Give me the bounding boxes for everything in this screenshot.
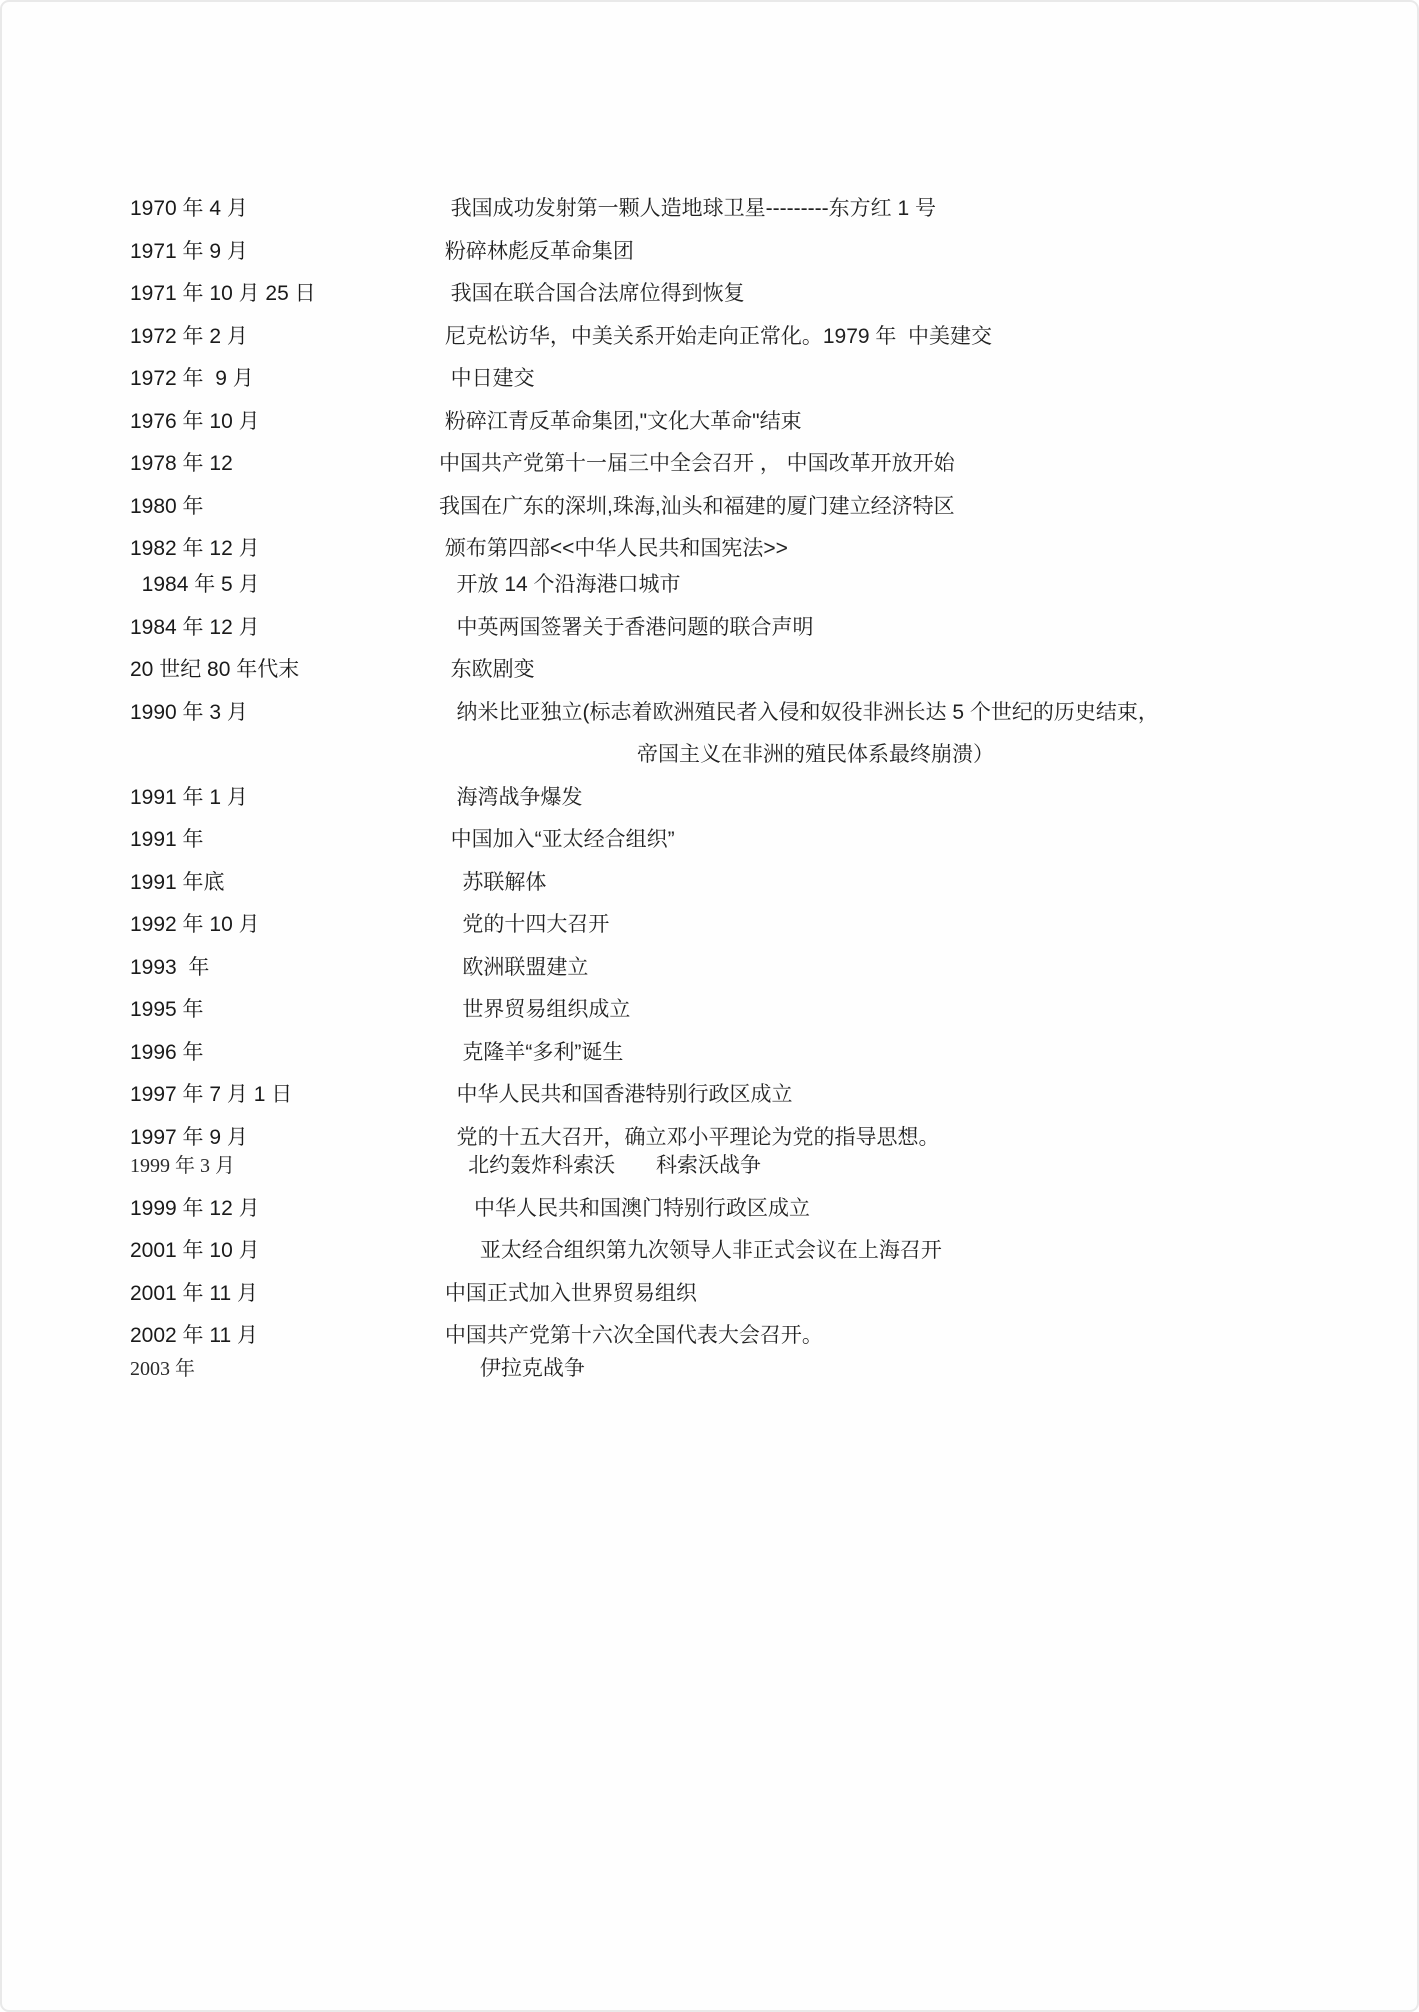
row-date: 1972 年 2 月	[130, 324, 248, 348]
timeline-row	[130, 656, 1397, 684]
row-date: 1991 年底	[130, 870, 225, 894]
row-event: 伊拉克战争	[439, 1357, 585, 1380]
timeline-row	[130, 1355, 1397, 1383]
row-date: 20 世纪 80 年代末	[130, 658, 300, 681]
row-date: 2001 年 11 月	[130, 1281, 259, 1305]
timeline-row	[130, 571, 1397, 599]
row-date: 1991 年	[130, 828, 204, 851]
row-event: 北约轰炸科索沃 科索沃战争	[439, 1154, 762, 1177]
timeline-row	[130, 195, 1397, 223]
row-date: 1982 年 12 月	[130, 537, 260, 560]
row-date: 1976 年 10 月	[130, 409, 260, 433]
row-event: 粉碎林彪反革命集团	[439, 239, 634, 263]
row-event: 尼克松访华，中美关系开始走向正常化。1979 年 中美建交	[439, 324, 993, 348]
timeline-row	[130, 869, 1397, 897]
timeline-row	[130, 493, 1397, 521]
row-event: 欧洲联盟建立	[439, 955, 589, 979]
timeline-row	[130, 699, 1397, 727]
timeline-row	[130, 784, 1397, 812]
row-event: 中国共产党第十一届三中全会召开 ， 中国改革开放开始	[439, 452, 955, 475]
row-event: 中英两国签署关于香港问题的联合声明	[439, 615, 814, 639]
row-date: 1999 年 12 月	[130, 1196, 260, 1220]
timeline-row	[130, 826, 1397, 854]
row-date: 2002 年 11 月	[130, 1324, 259, 1347]
timeline-row	[130, 614, 1397, 642]
row-event: 中国加入“亚太经合组织”	[439, 828, 675, 851]
timeline-row	[130, 911, 1397, 939]
timeline-row	[130, 280, 1397, 308]
row-event: 颁布第四部<<中华人民共和国宪法>>	[439, 537, 788, 560]
row-date: 1999 年 3 月	[130, 1155, 235, 1177]
row-event: 中日建交	[439, 367, 535, 390]
row-event: 中国正式加入世界贸易组织	[439, 1281, 697, 1305]
timeline-row	[130, 1195, 1397, 1223]
row-event: 我国在联合国合法席位得到恢复	[439, 282, 745, 305]
row-event: 粉碎江青反革命集团,"文化大革命"结束	[439, 409, 802, 433]
row-date: 1984 年 12 月	[130, 615, 260, 639]
row-event: 海湾战争爆发	[439, 785, 583, 809]
row-event: 开放 14 个沿海港口城市	[439, 573, 681, 596]
row-event: 我国在广东的深圳,珠海,汕头和福建的厦门建立经济特区	[439, 494, 955, 518]
row-date: 1997 年 7 月 1 日	[130, 1083, 293, 1106]
timeline-row	[130, 996, 1397, 1024]
row-date: 2001 年 10 月	[130, 1239, 260, 1262]
row-event: 我国成功发射第一颗人造地球卫星---------东方红 1 号	[439, 197, 936, 220]
row-event: 亚太经合组织第九次领导人非正式会议在上海召开	[439, 1239, 942, 1262]
timeline-row	[130, 1280, 1397, 1308]
timeline-row	[130, 1039, 1397, 1067]
row-event: 帝国主义在非洲的殖民体系最终崩溃）	[637, 743, 994, 766]
row-event: 中国共产党第十六次全国代表大会召开。	[439, 1324, 823, 1347]
row-date: 1984 年 5 月	[130, 573, 260, 596]
timeline-row	[130, 954, 1397, 982]
timeline-row	[130, 323, 1397, 351]
row-event: 苏联解体	[439, 870, 547, 894]
timeline	[2, 2, 1417, 1383]
row-event: 党的十五大召开，确立邓小平理论为党的指导思想。	[439, 1125, 940, 1149]
row-event: 纳米比亚独立(标志着欧洲殖民者入侵和奴役非洲长达 5 个世纪的历史结束，	[439, 700, 1159, 724]
row-date: 1997 年 9 月	[130, 1125, 248, 1149]
timeline-row	[130, 1237, 1397, 1265]
row-date: 1992 年 10 月	[130, 913, 260, 936]
row-date: 1971 年 10 月 25 日	[130, 282, 316, 305]
timeline-row	[130, 1081, 1397, 1109]
timeline-row	[130, 1322, 1397, 1350]
row-date: 1995 年	[130, 998, 204, 1021]
row-date: 1993 年	[130, 955, 210, 979]
row-date: 1996 年	[130, 1040, 204, 1064]
row-date: 1991 年 1 月	[130, 785, 248, 809]
timeline-row	[130, 238, 1397, 266]
row-event: 克隆羊“多利”诞生	[439, 1040, 624, 1064]
timeline-row	[130, 1152, 1397, 1180]
row-event: 世界贸易组织成立	[439, 998, 631, 1021]
row-event: 党的十四大召开	[439, 913, 610, 936]
timeline-row	[130, 408, 1397, 436]
row-date: 1970 年 4 月	[130, 197, 248, 220]
row-date: 1980 年	[130, 494, 204, 518]
row-date: 1978 年 12	[130, 452, 233, 475]
timeline-row	[130, 1124, 1397, 1152]
row-date: 1972 年 9 月	[130, 367, 254, 390]
timeline-row	[130, 741, 1397, 769]
timeline-row	[130, 450, 1397, 478]
row-event: 东欧剧变	[439, 658, 535, 681]
timeline-row	[130, 535, 1397, 563]
row-event: 中华人民共和国香港特别行政区成立	[439, 1083, 793, 1106]
row-date: 1990 年 3 月	[130, 700, 248, 724]
timeline-row	[130, 365, 1397, 393]
row-event: 中华人民共和国澳门特别行政区成立	[439, 1196, 811, 1220]
row-date: 2003 年	[130, 1358, 195, 1380]
row-date: 1971 年 9 月	[130, 239, 248, 263]
